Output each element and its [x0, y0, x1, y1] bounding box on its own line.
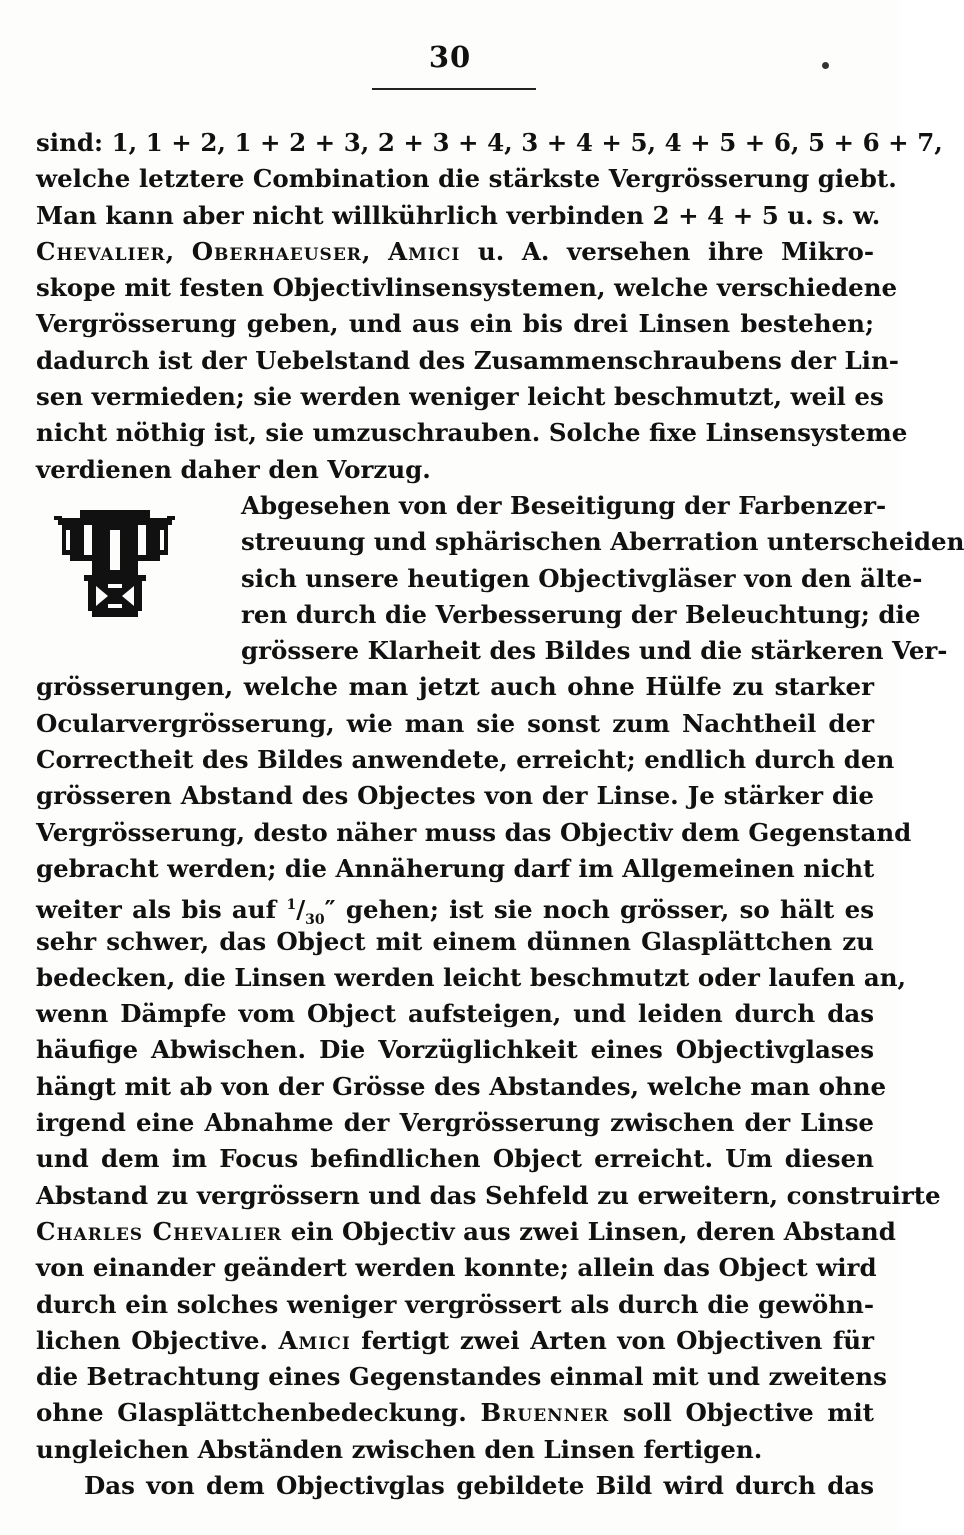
text-line: die Betrachtung eines Gegenstandes einmal mit und zweitens	[36, 1362, 887, 1392]
text-line	[36, 1323, 874, 1359]
text-line: nicht nöthig ist, sie umzuschrauben. Solche fixe Linsensysteme	[36, 418, 908, 448]
text-line: grösseren Abstand des Objectes von der Linse. Je stärker die	[36, 781, 874, 811]
author-name: Chevalier	[36, 236, 166, 266]
text-span: u. A. versehen ihre Mikro-	[460, 236, 874, 266]
text-line: sich unsere heutigen Objectivgläser von den älte-	[241, 563, 923, 593]
body-text	[36, 125, 964, 1504]
text-line: streuung und sphärischen Aberration unterscheiden	[241, 527, 964, 557]
text-line: weiter als bis auf $^1/_{30}''$ gehen; ist sie noch grösser, so hält es	[36, 895, 875, 929]
fraction-numerator: 1	[286, 897, 297, 914]
text-line: Man kann aber nicht willkührlich verbinden 2 + 4 + 5 u. s. w.	[36, 200, 881, 230]
text-line	[36, 1395, 874, 1431]
text-line: irgend eine Abnahme der Vergrösserung zwischen der Linse	[36, 1108, 874, 1138]
ink-speck	[822, 62, 829, 69]
text-line: welche letztere Combination die stärkste Vergrösserung giebt.	[36, 164, 897, 194]
text-line	[36, 234, 874, 270]
text-line: gebracht werden; die Annäherung darf im Allgemeinen nicht	[36, 853, 875, 883]
author-name: Amici	[278, 1325, 351, 1355]
text-line: ungleichen Abständen zwischen den Linsen fertigen.	[36, 1434, 763, 1464]
text-span: fertigt zwei Arten von Objectiven für	[350, 1325, 874, 1355]
text-line	[36, 1214, 896, 1250]
text-line: durch ein solches weniger vergrössert als durch die gewöhn-	[36, 1289, 874, 1319]
text-line: Vergrösserung geben, und aus ein bis drei Linsen bestehen;	[36, 309, 874, 339]
text-line: wenn Dämpfe vom Object aufsteigen, und leiden durch das	[36, 999, 874, 1029]
text-span: soll Objective mit	[609, 1398, 874, 1428]
header-rule	[372, 88, 536, 90]
text-line: sind: 1, 1 + 2, 1 + 2 + 3, 2 + 3 + 4, 3 + 4 + 5, 4 + 5 + 6, 5 + 6 + 7,	[36, 128, 943, 157]
text-line: grösserungen, welche man jetzt auch ohne Hülfe zu starker	[36, 672, 874, 702]
author-name: Charles Chevalier	[36, 1216, 283, 1246]
text-span: lichen Objective.	[36, 1325, 279, 1355]
text-line: dadurch ist der Uebelstand des Zusammenschraubens der Lin-	[36, 345, 899, 375]
author-name: Amici	[388, 236, 461, 266]
text-line: verdienen daher den Vorzug.	[36, 454, 431, 484]
text-line: Abgesehen von der Beseitigung der Farbenzer-	[241, 490, 887, 520]
text-line: Vergrösserung, desto näher muss das Objectiv dem Gegenstand	[36, 817, 912, 847]
text-line: von einander geändert werden konnte; allein das Object wird	[36, 1253, 877, 1283]
page-number: 30	[428, 40, 472, 74]
text-line: skope mit festen Objectivlinsensystemen, welche verschiedene	[36, 273, 898, 303]
text-line: sen vermieden; sie werden weniger leicht beschmutzt, weil es	[36, 382, 884, 412]
text-line: bedecken, die Linsen werden leicht beschmutzt oder laufen an,	[36, 962, 907, 992]
text-span: ″ gehen; ist sie noch grösser, so hält es	[324, 895, 875, 925]
text-line: Abstand zu vergrössern und das Sehfeld zu erweitern, construirte	[36, 1180, 941, 1210]
text-line: häufige Abwischen. Die Vorzüglichkeit eines Objectivglases	[36, 1035, 874, 1065]
text-line: ren durch die Verbesserung der Beleuchtung; die	[241, 599, 921, 629]
separator: ,	[361, 236, 389, 266]
separator: ,	[165, 236, 192, 266]
fraction-denominator: 30	[305, 912, 325, 929]
text-line: hängt mit ab von der Grösse des Abstandes, welche man ohne	[36, 1071, 887, 1101]
text-line: sehr schwer, das Object mit einem dünnen Glasplättchen zu	[36, 926, 874, 956]
author-name: Oberhaeuser	[191, 236, 362, 266]
text-span: weiter als bis auf	[36, 895, 287, 925]
text-span: ohne Glasplättchenbedeckung.	[36, 1398, 481, 1428]
text-line: und dem im Focus befindlichen Object erreicht. Um diesen	[36, 1144, 874, 1174]
text-line: grössere Klarheit des Bildes und die stärkeren Ver-	[241, 636, 948, 666]
text-line: Ocularvergrösserung, wie man sie sonst zum Nachtheil der	[36, 708, 874, 738]
text-line: Correctheit des Bildes anwendete, erreicht; endlich durch den	[36, 745, 895, 775]
text-span: ein Objectiv aus zwei Linsen, deren Abstand	[282, 1216, 896, 1246]
text-line: Das von dem Objectivglas gebildete Bild wird durch das	[84, 1470, 874, 1500]
author-name: Bruenner	[480, 1398, 610, 1428]
